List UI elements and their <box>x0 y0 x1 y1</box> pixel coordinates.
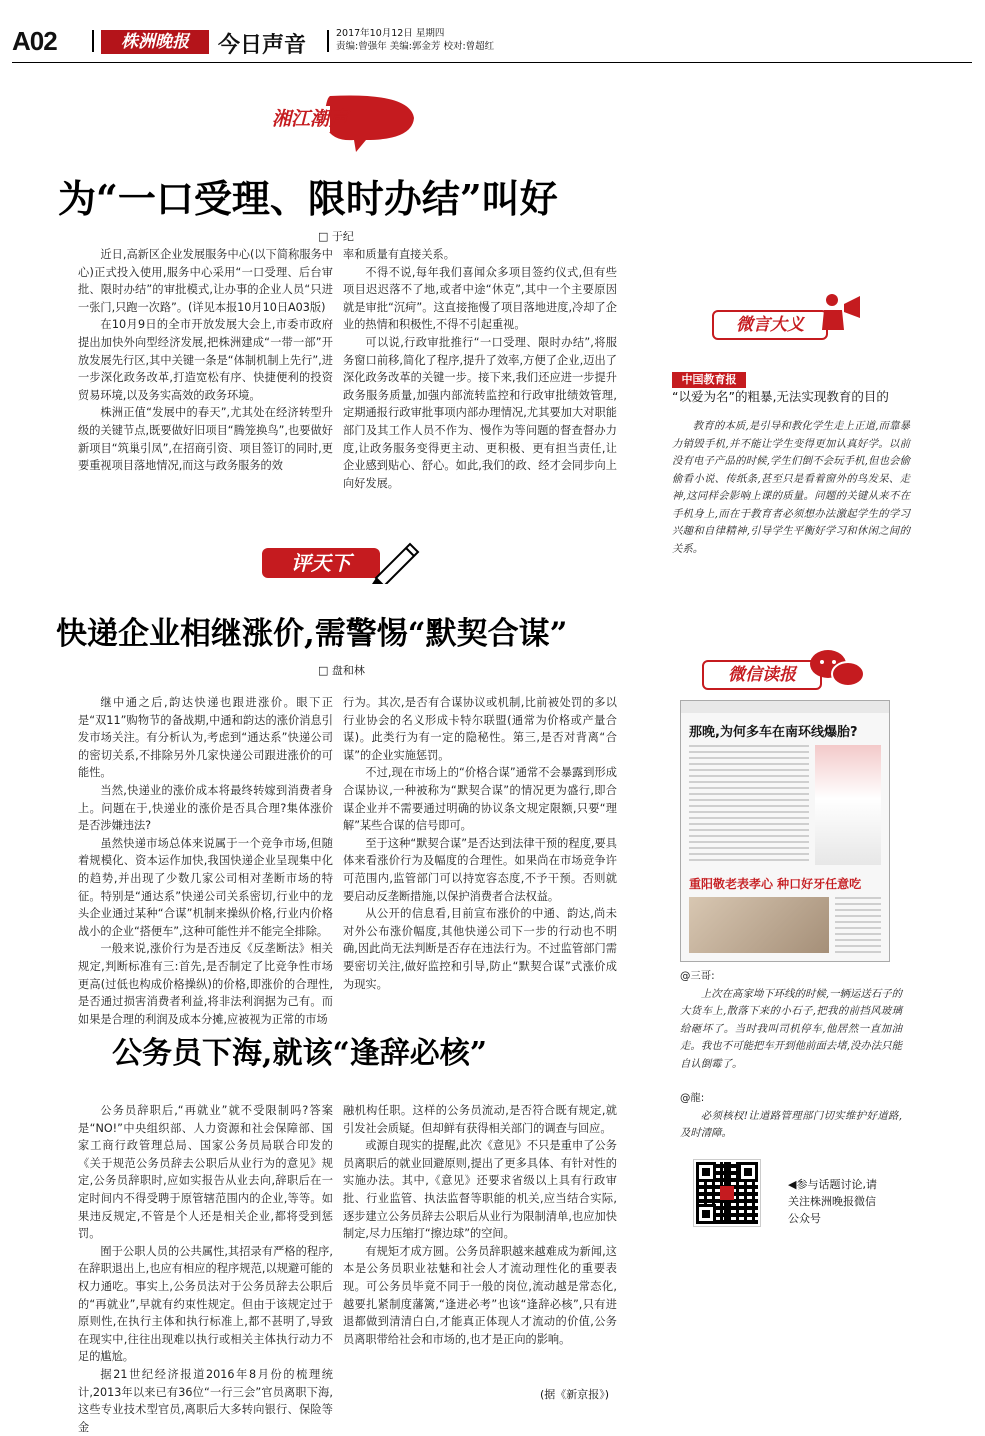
paragraph: 据21世纪经济报道2016年8月份的梳理统计,2013年以来已有36位“一行三会”官员离职下海,这些专业技术型官员,离职后大多转向银行、保险等金 <box>78 1367 333 1434</box>
paragraph: 从公开的信息看,目前宣布涨价的中通、韵达,尚未对外公布涨价幅度,其他快递公司下一步的行动也不明确,因此尚无法判断是否存在违法行为。不过监管部门需要密切关注,做好监控和引导,防止“默契合谋”式涨价成为现实。 <box>343 907 617 991</box>
article-title: 快递企业相继涨价,需警惕“默契合谋” <box>56 616 568 652</box>
comment-user: @龍: <box>680 1092 705 1104</box>
article-column <box>343 1102 617 1348</box>
paragraph: 囿于公职人员的公共属性,其招录有严格的程序,在辞职退出上,也应有相应的程序规范,以规避可能的权力通吃。事实上,公务员法对于公务员辞去公职后的“再就业”,早就有约束性规定。但由于该规定过于原则性,在执行主体和执行标准上,都不甚明了,导致在现实中,往往出现难以执行或相关主体执行动力不足的尴尬。 <box>78 1244 333 1364</box>
issue-date: 2017年10月12日 星期四 <box>336 28 445 39</box>
pencil-icon <box>370 538 422 584</box>
thumbnail-photo <box>689 897 829 953</box>
paragraph: 继中通之后,韵达快递也跟进涨价。眼下正是“双11”购物节的备战期,中通和韵达的涨价消息引发市场关注。有分析认为,考虑到“通达系”快递公司的密切关系,不排除另外几家快递公司跟进涨价的可能性。 <box>78 696 333 780</box>
article-byline: □ 于纪 <box>318 230 354 243</box>
source-tag: 中国教育报 <box>672 372 746 388</box>
paragraph: 当然,快递业的涨价成本将最终转嫁到消费者身上。问题在于,快递业的涨价是否具合理?集体涨价是否涉嫌违法? <box>78 783 333 833</box>
header-rule <box>12 62 972 63</box>
paragraph: 近日,高新区企业发展服务中心(以下简称服务中心)正式投入使用,服务中心采用“一口受理、后台审批、限时办结”的审批模式,让办事的企业人员“只进一张门,只跑一次路”。(详见本报10月10日A03版) <box>78 248 333 314</box>
paragraph: 在10月9日的全市开放发展大会上,市委市政府提出加快外向型经济发展,把株洲建成“一带一部”开放发展先行区,其中关键一条是“体制机制上先行”,进一步深化政务改革,打造宽松有序、快捷便利的投资贸易环境,以及务实高效的政务环境。 <box>78 318 333 402</box>
paragraph: 株洲正值“发展中的春天”,尤其处在经济转型升级的关键节点,既要做好旧项目“腾笼换鸟”,也要做好新项目“筑巢引凤”,在招商引资、项目签订的同时,更要重视项目落地情况,而这与政务服务的效 <box>78 406 333 473</box>
header-divider <box>327 30 329 52</box>
paragraph: 有规矩才成方圆。公务员辞职越来越难成为新闻,这本是公务员职业祛魅和社会人才流动理性化的重要表现。可公务员毕竟不同于一般的岗位,流动越是常态化,越要扎紧制度藩篱,“逢进必考”也该“逢辞必核”,只有进退都做到清清白白,才能真正体现人才流动的价值,公务员离职带给社会和市场的,也才是正向的影响。 <box>343 1244 617 1346</box>
column-banner-weixin <box>668 642 868 694</box>
column-banner-weiyan <box>668 290 868 342</box>
paragraph: 虽然快递市场总体来说属于一个竞争市场,但随着规模化、资本运作加快,我国快递企业呈现集中化的趋势,并出现了少数几家公司相对垄断市场的特征。特别是“通达系”快递公司关系密切,行业中的龙头企业通过某种“合谋”机制来操纵价格,行业内价格战小的企业“搭便车”,这种可能性并不能完全排除。 <box>78 836 333 938</box>
paragraph: 一般来说,涨价行为是否违反《反垄断法》相关规定,判断标准有三:首先,是否制定了比竞争性市场更高(过低也构成价格操纵)的价格,即涨价的合理性,是否通过损害消费者利益,将非法利润据为己有。而如果是合理的利润及成本分摊,应被视为正常的市场 <box>78 942 333 1026</box>
megaphone-person-icon <box>814 290 866 340</box>
qr-code[interactable] <box>694 1160 760 1226</box>
reader-comment <box>680 1090 902 1143</box>
article-title: 为“一口受理、限时办结”叫好 <box>58 176 558 221</box>
thumbnail-topbar <box>681 701 889 713</box>
paragraph: 不过,现在市场上的“价格合谋”通常不会暴露到形成合谋协议,一种被称为“默契合谋”的情况更为盛行,即合谋企业并不需要通过明确的协议条文规定限额,只要“理解”某些合谋的信号即可。 <box>343 766 617 833</box>
qr-caption: ◀参与话题讨论,请关注株洲晚报微信公众号 <box>788 1178 877 1225</box>
column-banner-pingtianxia <box>262 538 422 584</box>
thumbnail-text-block <box>835 897 881 953</box>
qr-finder <box>696 1204 716 1224</box>
paper-logo: 株洲晚报 <box>101 30 209 54</box>
comment-text: 必须核杈!让道路管理部门切实维护好道路,及时清障。 <box>680 1109 902 1139</box>
reader-comment <box>680 968 902 1073</box>
article-column <box>343 694 617 993</box>
article-column <box>343 246 617 492</box>
thumbnail-text-block <box>689 745 809 865</box>
paragraph: 不得不说,每年我们喜闻众多项目签约仪式,但有些项目迟迟落不了地,或者中途“休克”,其中一个主要原因就是审批“沉疴”。这直接拖慢了项目落地进度,冷却了企业的热情和积极性,不得不引起重视。 <box>343 265 617 332</box>
sidebar-headline: “以爱为名”的粗暴,无法实现教育的目的 <box>672 389 889 404</box>
paragraph: 可以说,行政审批推行“一口受理、限时办结”,将服务窗口前移,简化了程序,提升了效率,方便了企业,迈出了深化政务改革的关键一步。接下来,我们还应进一步提升政务服务质量,加强内部流转监控和行政审批绩效管理,定期通报行政审批事项内部办理情况,尤其要加大对职能部门及其工作人员不作为、慢作为等问题的督查督办力度,让政务服务变得更主动、更积极、更有担当责任,让企业感到贴心、舒心。如此,我们的政、经才会同步向上向好发展。 <box>343 335 617 490</box>
article-title: 公务员下海,就该“逢辞必核” <box>112 1036 487 1071</box>
banner-text: 评天下 <box>262 548 380 578</box>
comment-user: @三哥: <box>680 970 715 982</box>
chat-bubbles-icon <box>806 646 868 692</box>
page-number: A02 <box>12 26 57 56</box>
thumbnail-ad <box>815 745 881 865</box>
paragraph: 或源自现实的提醒,此次《意见》不只是重申了公务员离职后的就业回避原则,提出了更多具体、有针对性的实施办法。其中,《意见》还要求省级以上具有行政审批、行业监管、执法监督等职能的机关,应当结合实际,逐步建立公务员辞去公职后从业行为限制清单,也应加快制定,尽力压缩打“擦边球”的空间。 <box>343 1139 617 1241</box>
paragraph: 至于这种“默契合谋”是否达到法律干预的程度,要具体来看涨价行为及幅度的合理性。如果尚在市场竞争许可范围内,监管部门可以持宽容态度,不予干预。否则就要启动反垄断措施,以保护消费者合法权益。 <box>343 836 617 903</box>
thumbnail-banner: 重阳敬老表孝心 种口好牙任意吃 <box>689 877 862 891</box>
paragraph: 率和质量有直接关系。 <box>343 248 455 261</box>
article-column <box>78 694 333 1028</box>
section-title: 今日声音 <box>218 33 307 58</box>
comment-text: 上次在高家坳下环线的时候,一辆运送石子的大货车上,散落下来的小石子,把我的前挡风玻璃给砸坏了。当时我叫司机停车,他居然一直加油走。我也不可能把车开到他前面去堵,没办法只能自认倒霉了。 <box>680 987 902 1070</box>
banner-text: 湘江潮声 <box>272 108 349 130</box>
article-byline: □ 盘和林 <box>318 664 365 677</box>
staff-credits: 责编:曾强年 美编:郭金芳 校对:曾超红 <box>336 41 495 52</box>
paragraph: 融机构任职。这样的公务员流动,是否符合既有规定,就引发社会质疑。但却鲜有获得相关部门的调查与回应。 <box>343 1104 617 1135</box>
banner-text: 微言大义 <box>712 310 828 340</box>
article-column <box>78 246 333 475</box>
paragraph: 公务员辞职后,“再就业”就不受限制吗?答案是“NO!”中央组织部、人力资源和社会保障部、国家工商行政管理总局、国家公务员局联合印发的《关于规范公务员辞去公职后从业行为的意见》规定,公务员辞职时,应如实报告从业去向,辞职后在一定时间内不得受聘于原管辖范围内的企业,等等。如果违反规定,不管是个人还是相关企业,都将受到惩罚。 <box>78 1104 333 1241</box>
sidebar-body: 教育的本质,是引导和教化学生走上正道,而靠暴力销毁手机,并不能让学生变得更加认真好学。以前没有电子产品的时候,学生们倒不会玩手机,但也会偷偷看小说、传纸条,甚至只是看着窗外的鸟发呆、走神,这同样会影响上课的质量。问题的关键从来不在手机身上,而在于教育者必须想办法激起学生的学习兴趣和自律精神,引导学生平衡好学习和休闲之间的关系。 <box>672 420 910 555</box>
column-banner-xiangjiang <box>268 90 418 152</box>
paragraph: 行为。其次,是否有合谋协议或机制,比前被处罚的多以行业协会的名义形成卡特尔联盟(通常为价格或产量合谋)。此类行为有一定的隐秘性。第三,是否对背离“合谋”的企业实施惩罚。 <box>343 696 617 762</box>
wechat-article-thumbnail[interactable] <box>680 700 890 962</box>
article-column <box>78 1102 333 1436</box>
header-divider <box>92 30 94 52</box>
banner-text: 微信读报 <box>702 660 822 690</box>
qr-center-logo <box>720 1186 734 1200</box>
thumbnail-headline: 那晚,为何多车在南环线爆胎? <box>689 725 858 740</box>
article-source: (据《新京报》) <box>540 1388 610 1401</box>
qr-finder <box>696 1162 716 1182</box>
qr-finder <box>738 1162 758 1182</box>
